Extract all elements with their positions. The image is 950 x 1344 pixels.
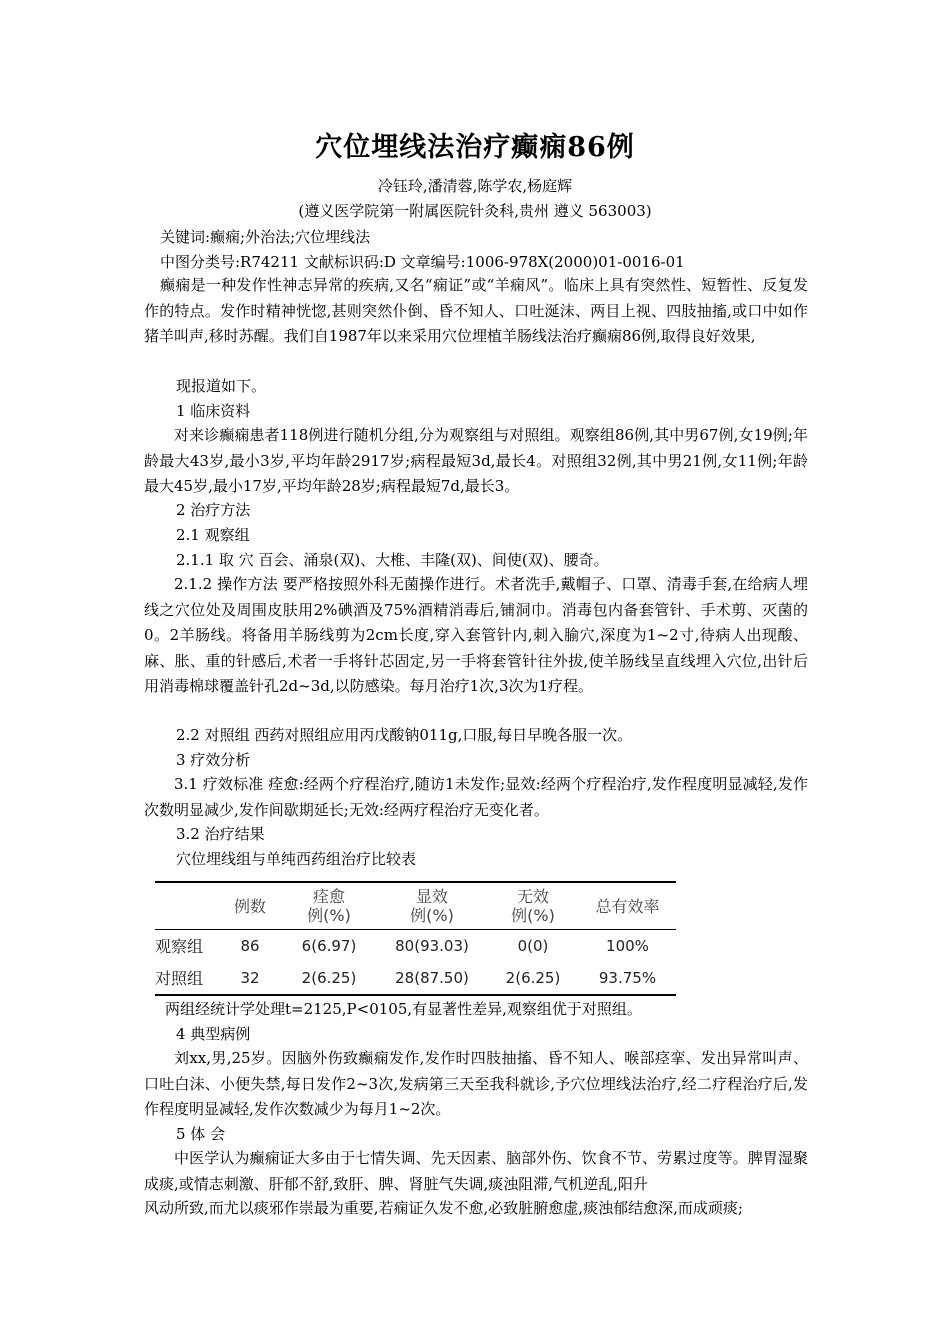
section-3-heading: 3 疗效分析: [176, 751, 251, 769]
section-2-heading: 2 治疗方法: [176, 501, 251, 519]
table-cell: 2(6.25): [505, 968, 561, 987]
table-header-cell: 痊愈 例(%): [307, 887, 351, 925]
table-cell: 80(93.03): [395, 936, 469, 955]
classification-info: 中图分类号:R74211 文献标识码:D 文章编号:1006-978X(2000)01-0016-01: [160, 253, 685, 271]
table-header-cell: 例数: [233, 896, 266, 916]
table-cell: 6(6.97): [301, 936, 357, 955]
section-5-heading: 5 体 会: [176, 1125, 226, 1143]
intro-paragraph: 癫痫是一种发作性神志异常的疾病,又名“痫证”或“羊痫风”。临床上具有突然性、短暂性、反复发作的特点。发作时精神恍惚,甚则突然仆倒、昏不知人、口吐涎沫、两目上视、四肢抽搐,或口中如作猪羊叫声,移时苏醒。我们自1987年以来采用穴位埋植羊肠线法治疗癫痫86例,取得良好效果,: [144, 276, 808, 345]
table-header-cell: 无效 例(%): [511, 887, 555, 925]
table-cell: 2(6.25): [301, 968, 357, 987]
table-cell: 28(87.50): [395, 968, 469, 987]
keywords: 关键词:癫痫;外治法;穴位埋线法: [160, 228, 371, 246]
table-row: [155, 962, 676, 994]
section-4-paragraph: 刘xx,男,25岁。因脑外伤致癫痫发作,发作时四肢抽搐、昏不知人、喉部痉挛、发出异常叫声、口吐白沫、小便失禁,每日发作2~3次,发病第三天至我科就诊,予穴位埋线法治疗,经二疗程治疗后,发作程度明显减轻,发作次数减少为每月1~2次。: [144, 1049, 808, 1118]
section-5-paragraph: 中医学认为癫痫证大多由于七情失调、先天因素、脑部外伤、饮食不节、劳累过度等。脾胃湿聚成痰,或情志刺激、肝郁不舒,致肝、脾、肾脏气失调,痰浊阻滞,气机逆乱,阳升: [144, 1149, 808, 1193]
section-2-1-1-paragraph: 2.1.1 取 穴 百会、涌泉(双)、大椎、丰隆(双)、间使(双)、腰奇。: [176, 551, 609, 569]
table-cell: 对照组: [155, 968, 204, 988]
section-3-1-paragraph: 3.1 疗效标准 痊愈:经两个疗程治疗,随访1未发作;显效:经两个疗程治疗,发作程度明显减轻,发作次数明显减少,发作间歇期延长;无效:经两疗程治疗无变化者。: [144, 775, 808, 819]
table-header-cell: 显效 例(%): [410, 887, 454, 925]
table-cell: 86: [240, 936, 260, 955]
table-cell: 0(0): [517, 936, 549, 955]
table-cell: 32: [240, 968, 260, 987]
section-4-heading: 4 典型病例: [176, 1025, 251, 1043]
table-header-cell: 总有效率: [595, 896, 660, 916]
affiliation: (遵义医学院第一附属医院针灸科,贵州 遵义 563003): [298, 202, 652, 220]
table-row: [155, 930, 676, 962]
paper-title: 穴位埋线法治疗癫痫86例: [315, 132, 635, 163]
section-2-2-paragraph: 2.2 对照组 西药对照组应用丙戊酸钠011g,口服,每日早晚各服一次。: [176, 726, 633, 744]
section-2-1-2-paragraph: 2.1.2 操作方法 要严格按照外科无菌操作进行。术者洗手,戴帽子、口罩、清毒手套,在给病人埋线之穴位处及周围皮肤用2%碘酒及75%酒精消毒后,铺洞巾。消毒包内备套管针、手术剪、灭菌的0。2羊肠线。将备用羊肠线剪为2cm长度,穿入套管针内,刺入腧穴,深度为1~2寸,待病人出现酸、麻、胀、重的针感后,术者一手将针芯固定,另一手将套管针往外拔,使羊肠线呈直线埋入穴位,出针后用消毒棉球覆盖针孔2d~3d,以防感染。每月治疗1次,3次为1疗程。: [144, 575, 808, 695]
intro-continuation: 现报道如下。: [176, 377, 267, 395]
table-cell: 观察组: [155, 936, 204, 956]
author-list: 冷钰玲,潘清蓉,陈学农,杨庭辉: [377, 177, 573, 195]
section-3-2-heading: 3.2 治疗结果: [176, 825, 265, 843]
table-caption: 穴位埋线组与单纯西药组治疗比较表: [176, 850, 417, 868]
section-2-1-heading: 2.1 观察组: [176, 526, 250, 544]
section-1-paragraph: 对来诊癫痫患者118例进行随机分组,分为观察组与对照组。观察组86例,其中男67例,女19例;年龄最大43岁,最小3岁,平均年龄2917岁;病程最短3d,最长4。对照组32例,其中男21例,女11例;年龄最大45岁,最小17岁,平均年龄28岁;病程最短7d,最长3。: [144, 426, 808, 495]
section-5-paragraph-cont: 风动所致,而尤以痰邪作崇最为重要,若痫证久发不愈,必致脏腑愈虚,痰浊郁结愈深,而成顽痰;: [144, 1199, 743, 1217]
statistics-note: 两组经统计学处理t=2125,P<0105,有显著性差异,观察组优于对照组。: [165, 1000, 642, 1018]
table-header-row: [155, 883, 676, 930]
results-table: [155, 881, 676, 996]
section-1-heading: 1 临床资料: [176, 402, 251, 420]
table-cell: 100%: [606, 936, 649, 955]
table-cell: 93.75%: [598, 968, 657, 987]
